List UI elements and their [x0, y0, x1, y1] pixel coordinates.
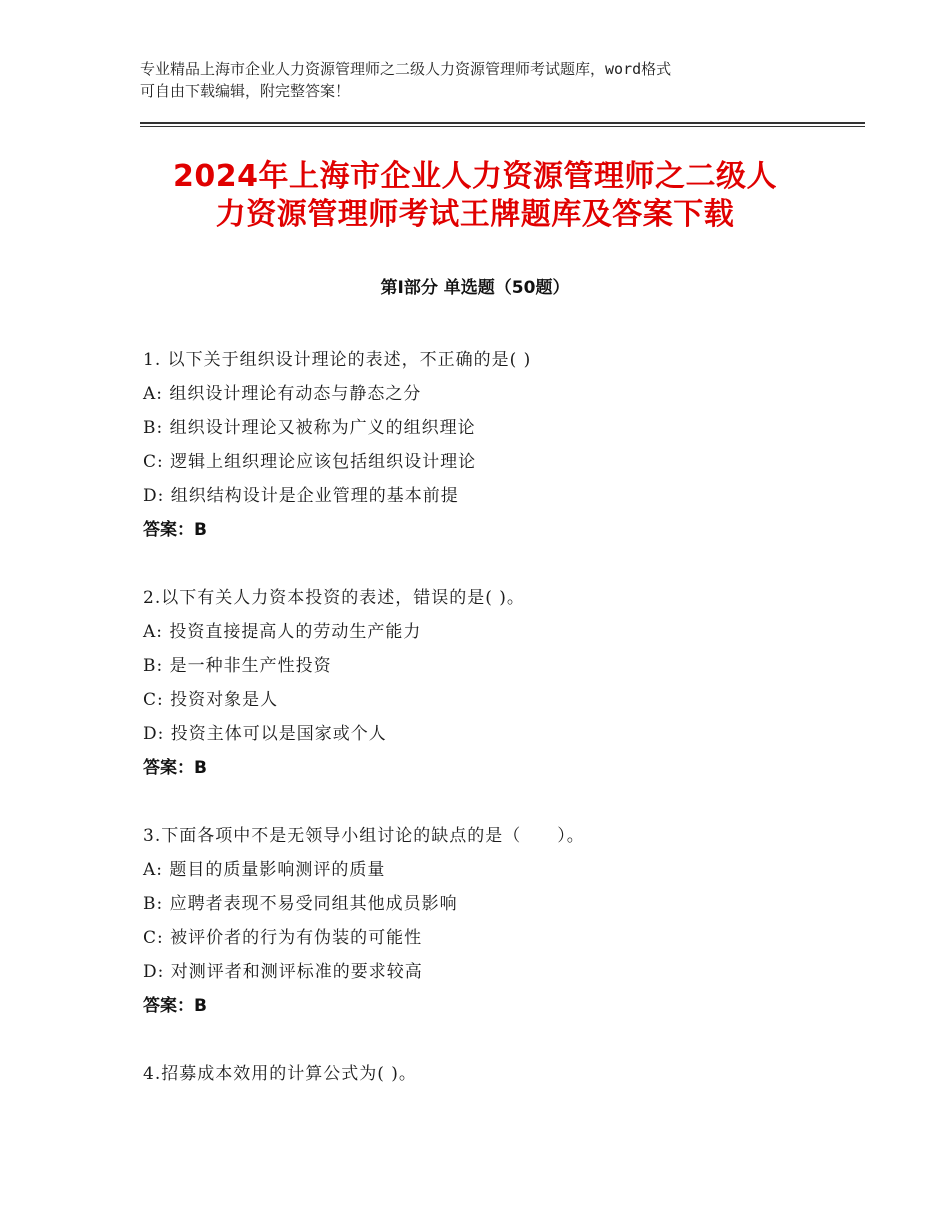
question-item: [143, 1057, 843, 1091]
option-a: A: 投资直接提高人的劳动生产能力: [143, 622, 422, 642]
header-divider-thick: [140, 122, 865, 124]
option-d: D: 组织结构设计是企业管理的基本前提: [143, 486, 459, 506]
question-item: [143, 581, 843, 785]
question-stem: 3.下面各项中不是无领导小组讨论的缺点的是（ ）。: [143, 826, 585, 846]
document-title: [120, 158, 830, 234]
question-stem: 1. 以下关于组织设计理论的表述，不正确的是( ): [143, 350, 532, 370]
question-item: [143, 343, 843, 547]
header-divider-thin: [140, 126, 865, 127]
question-stem: 2.以下有关人力资本投资的表述，错误的是( )。: [143, 588, 525, 608]
option-c: C: 被评价者的行为有伪装的可能性: [143, 928, 423, 948]
option-d: D: 对测评者和测评标准的要求较高: [143, 962, 423, 982]
section-title: 第Ⅰ部分 单选题（50题）: [380, 278, 570, 298]
option-b: B: 应聘者表现不易受同组其他成员影响: [143, 894, 458, 914]
question-item: [143, 819, 843, 1023]
header-note-line-1: 专业精品上海市企业人力资源管理师之二级人力资源管理师考试题库，word格式: [140, 60, 672, 78]
answer-label: 答案：B: [143, 758, 207, 778]
header-note: [140, 58, 820, 102]
question-list: [143, 343, 843, 1125]
answer-label: 答案：B: [143, 996, 207, 1016]
question-stem: 4.招募成本效用的计算公式为( )。: [143, 1064, 417, 1084]
option-c: C: 投资对象是人: [143, 690, 279, 710]
document-title-line-2: 力资源管理师考试王牌题库及答案下载: [215, 197, 735, 232]
option-a: A: 题目的质量影响测评的质量: [143, 860, 386, 880]
document-title-line-1: 2024年上海市企业人力资源管理师之二级人: [173, 159, 777, 194]
option-c: C: 逻辑上组织理论应该包括组织设计理论: [143, 452, 477, 472]
option-b: B: 是一种非生产性投资: [143, 656, 332, 676]
answer-label: 答案：B: [143, 520, 207, 540]
option-d: D: 投资主体可以是国家或个人: [143, 724, 387, 744]
option-a: A: 组织设计理论有动态与静态之分: [143, 384, 422, 404]
header-note-line-2: 可自由下载编辑，附完整答案！: [140, 82, 351, 100]
option-b: B: 组织设计理论又被称为广义的组织理论: [143, 418, 476, 438]
